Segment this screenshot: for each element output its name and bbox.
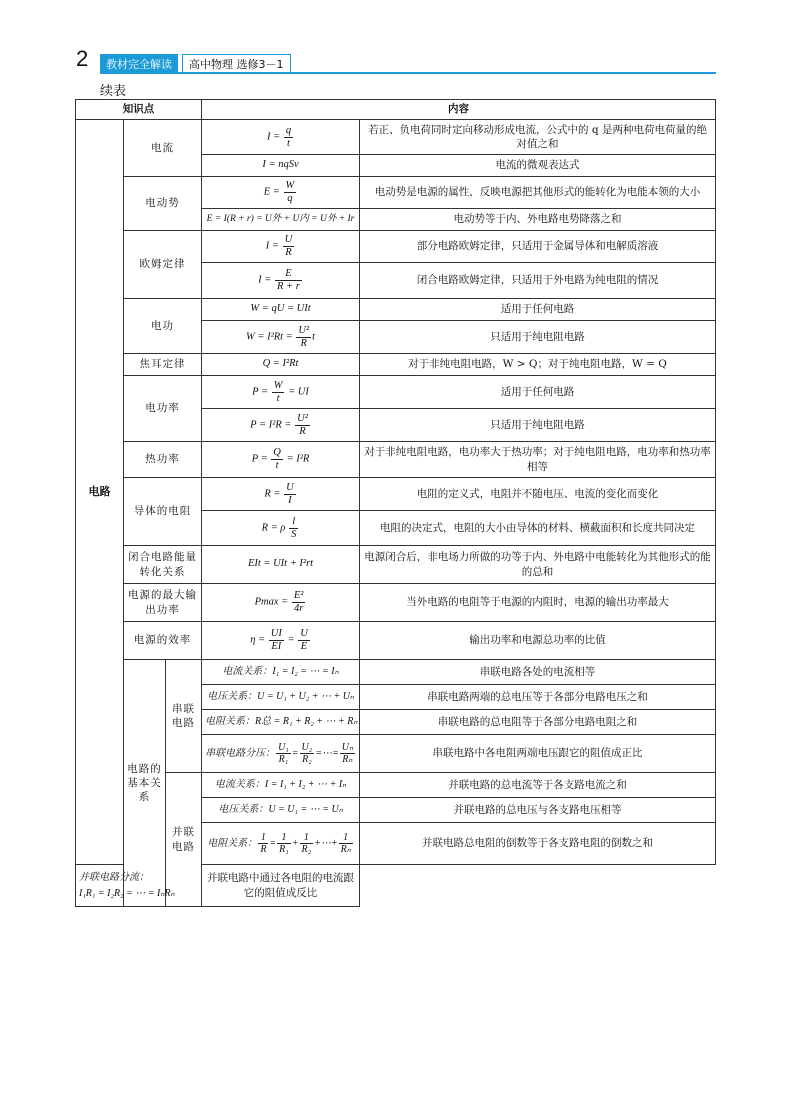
desc-work-pure: 只适用于纯电阻电路 (360, 321, 716, 354)
row-label-work: 电功 (124, 299, 202, 354)
table-row (76, 120, 716, 155)
desc-series-resistance: 串联电路的总电阻等于各部分电路电阻之和 (360, 710, 716, 735)
course-tag: 高中物理 选修3－1 (182, 54, 291, 74)
formula-max-power: Pmax = $\frac{\text{E²}}{4r}$ (202, 584, 360, 622)
row-label-max-power: 电源的最大输出功率 (124, 584, 202, 622)
table-row (76, 299, 716, 321)
formula-heat-power: P = $\frac{Q}{t}$ = I²R (202, 442, 360, 478)
desc-power-pure: 只适用于纯电阻电路 (360, 409, 716, 442)
row-label-resistance: 导体的电阻 (124, 478, 202, 546)
row-label-basic: 电路的基本关系 (124, 660, 166, 907)
formula-parallel-current: 电流关系：I = I₁ + I₂ + ⋯ + Iₙ (202, 773, 360, 798)
formula-work-pure: W = I²Rt = $\frac{\text{U²}}{R}$ t (202, 321, 360, 354)
formula-current-micro: I = nqSv (202, 155, 360, 177)
desc-resistance-law: 电阻的决定式，电阻的大小由导体的材料、横截面积和长度共同决定 (360, 511, 716, 546)
formula-efficiency: η = $\frac{UI}{EI}$ = $\frac{U}{E}$ (202, 622, 360, 660)
formula-parallel-divider: 并联电路分流： I₁R₁ = I₂R₂ = ⋯ = IₙRₙ (76, 865, 124, 907)
formula-emf-sum: E = I(R + r) = U外 + U内 = U外 + Ir (202, 209, 360, 231)
row-label-ohm: 欧姆定律 (124, 231, 202, 299)
desc-efficiency: 输出功率和电源总功率的比值 (360, 622, 716, 660)
desc-work-general: 适用于任何电路 (360, 299, 716, 321)
desc-parallel-resistance: 并联电路总电阻的倒数等于各支路电阻的倒数之和 (360, 823, 716, 865)
desc-heat-power: 对于非纯电阻电路，电功率大于热功率；对于纯电阻电路，电功率和热功率相等 (360, 442, 716, 478)
desc-parallel-voltage: 并联电路的总电压与各支路电压相等 (360, 798, 716, 823)
category-circuit: 电路 (76, 120, 124, 865)
formula-emf-def: E = $\frac{W}{q}$ (202, 177, 360, 209)
formula-power-general: P = $\frac{W}{t}$ = UI (202, 376, 360, 409)
formula-ohm-closed: I = $\frac{E}{R + r}$ (202, 263, 360, 299)
desc-joule: 对于非纯电阻电路，W > Q；对于纯电阻电路，W = Q (360, 354, 716, 376)
formula-series-resistance: 电阻关系：R总 = R₁ + R₂ + ⋯ + Rₙ (202, 710, 360, 735)
row-label-efficiency: 电源的效率 (124, 622, 202, 660)
formula-resistance-def: R = $\frac{U}{I}$ (202, 478, 360, 511)
table-header-row (76, 100, 716, 120)
desc-current-def: 若正、负电荷同时定向移动形成电流，公式中的 q 是两种电荷电荷量的绝对值之和 (360, 120, 716, 155)
row-label-series: 串联电路 (166, 660, 202, 773)
table-row (76, 354, 716, 376)
table-row (76, 773, 716, 798)
formula-series-divider: 串联电路分压： $\frac{\text{U₁}}{\text{R₁}}$ = $\frac{\text{U₂}}{\text{R₂}}$ =⋯= $\frac{\text{Uₙ}}{\text{Rₙ}}$ (202, 735, 360, 773)
desc-power-general: 适用于任何电路 (360, 376, 716, 409)
row-label-joule: 焦耳定律 (124, 354, 202, 376)
formula-series-voltage: 电压关系：U = U₁ + U₂ + ⋯ + Uₙ (202, 685, 360, 710)
book-tag: 教材完全解读 (100, 54, 178, 74)
formula-ohm-partial: I = $\frac{U}{R}$ (202, 231, 360, 263)
desc-parallel-divider: 并联电路中通过各电阻的电流跟它的阻值成反比 (202, 865, 360, 907)
formula-energy: EIt = UIt + I²rt (202, 546, 360, 584)
formula-resistance-law: R = ρ $\frac{l}{S}$ (202, 511, 360, 546)
desc-resistance-def: 电阻的定义式，电阻并不随电压、电流的变化而变化 (360, 478, 716, 511)
formula-joule: Q = I²Rt (202, 354, 360, 376)
row-label-parallel: 并联电路 (166, 773, 202, 907)
desc-parallel-current: 并联电路的总电流等于各支路电流之和 (360, 773, 716, 798)
formula-parallel-voltage: 电压关系：U = U₁ = ⋯ = Uₙ (202, 798, 360, 823)
table-row (76, 442, 716, 478)
page-header (76, 46, 716, 76)
formula-series-current: 电流关系：I₁ = I₂ = ⋯ = Iₙ (202, 660, 360, 685)
desc-ohm-partial: 部分电路欧姆定律，只适用于金属导体和电解质溶液 (360, 231, 716, 263)
desc-emf-sum: 电动势等于内、外电路电势降落之和 (360, 209, 716, 231)
desc-ohm-closed: 闭合电路欧姆定律，只适用于外电路为纯电阻的情况 (360, 263, 716, 299)
desc-emf-def: 电动势是电源的属性，反映电源把其他形式的能转化为电能本领的大小 (360, 177, 716, 209)
table-row (76, 622, 716, 660)
desc-series-divider: 串联电路中各电阻两端电压跟它的阻值成正比 (360, 735, 716, 773)
page-number: 2 (76, 46, 89, 71)
continued-label: 续表 (100, 84, 127, 99)
desc-current-micro: 电流的微观表达式 (360, 155, 716, 177)
desc-series-voltage: 串联电路两端的总电压等于各部分电路电压之和 (360, 685, 716, 710)
table-row (76, 478, 716, 511)
formula-work-general: W = qU = UIt (202, 299, 360, 321)
table-row (76, 376, 716, 409)
col-header-point: 知识点 (76, 100, 202, 120)
row-label-energy: 闭合电路能量转化关系 (124, 546, 202, 584)
formula-current-def: I = $\frac{q}{t}$ (202, 120, 360, 155)
table-row (76, 177, 716, 209)
row-label-heat-power: 热功率 (124, 442, 202, 478)
header-rule (100, 72, 716, 74)
table-row (76, 660, 716, 685)
row-label-power: 电功率 (124, 376, 202, 442)
desc-energy: 电源闭合后，非电场力所做的功等于内、外电路中电能转化为其他形式的能的总和 (360, 546, 716, 584)
table-row (76, 231, 716, 263)
desc-max-power: 当外电路的电阻等于电源的内阻时，电源的输出功率最大 (360, 584, 716, 622)
col-header-content: 内容 (202, 100, 716, 120)
formula-power-pure: P = I²R = $\frac{\text{U²}}{R}$ (202, 409, 360, 442)
table-row (76, 584, 716, 622)
row-label-current: 电流 (124, 120, 202, 177)
table-row (76, 546, 716, 584)
knowledge-table (75, 99, 716, 907)
row-label-emf: 电动势 (124, 177, 202, 231)
desc-series-current: 串联电路各处的电流相等 (360, 660, 716, 685)
formula-parallel-resistance: 电阻关系： $\frac{1}{R}$ = $\frac{1}{\text{R₁}}$ + $\frac{1}{\text{R₂}}$ +⋯+ $\frac{1}{\text{Rₙ}}$ (202, 823, 360, 865)
